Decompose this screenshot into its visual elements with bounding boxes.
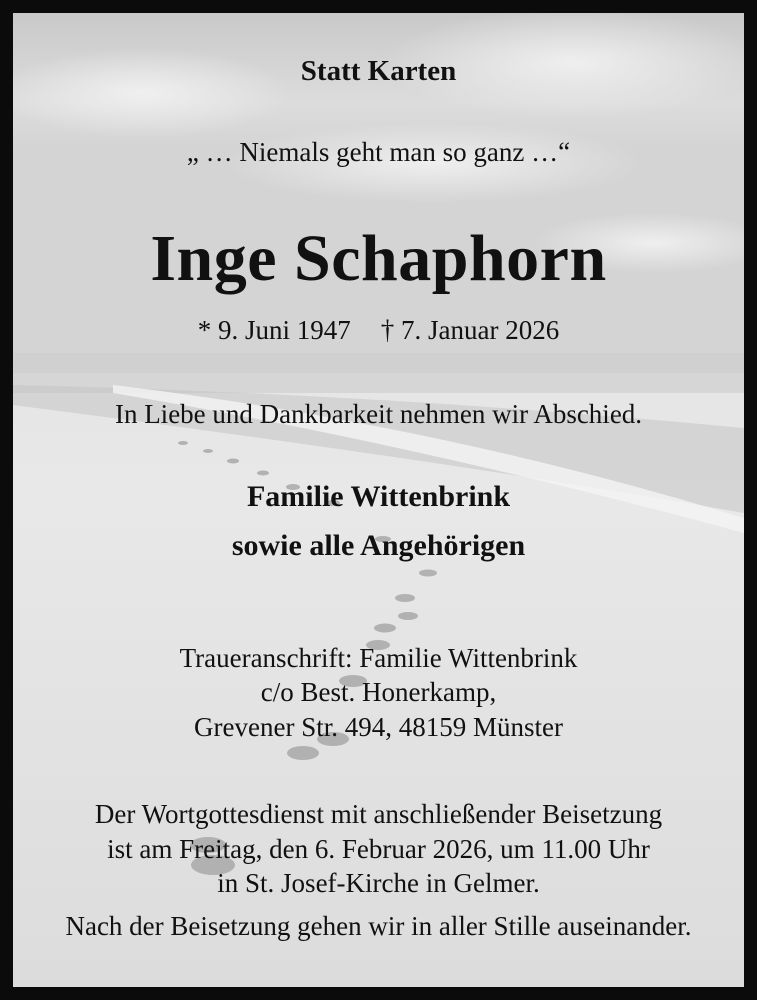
address-line: Traueranschrift: Familie Wittenbrink: [179, 643, 578, 673]
deceased-name: Inge Schaphorn: [150, 222, 607, 295]
family-line: Familie Wittenbrink: [246, 480, 511, 513]
service-line: ist am Freitag, den 6. Februar 2026, um 11.00 Uhr: [107, 834, 650, 864]
closing-text: Nach der Beisetzung gehen wir in aller Stille auseinander.: [65, 911, 692, 941]
service-line: in St. Josef-Kirche in Gelmer.: [217, 868, 540, 898]
farewell-text: In Liebe und Dankbarkeit nehmen wir Abschied.: [114, 399, 643, 429]
birth-date: * 9. Juni 1947: [197, 315, 351, 345]
life-dates: [13, 315, 744, 346]
header-text: Statt Karten: [300, 55, 457, 87]
address-line: c/o Best. Honerkamp,: [260, 677, 497, 707]
address-line: Grevener Str. 494, 48159 Münster: [194, 712, 563, 742]
quote-text: „ … Niemals geht man so ganz …“: [186, 137, 571, 167]
relatives-line: sowie alle Angehörigen: [231, 529, 526, 562]
service-line: Der Wortgottesdienst mit anschließender Beisetzung: [94, 799, 663, 829]
death-date: † 7. Januar 2026: [380, 315, 560, 345]
